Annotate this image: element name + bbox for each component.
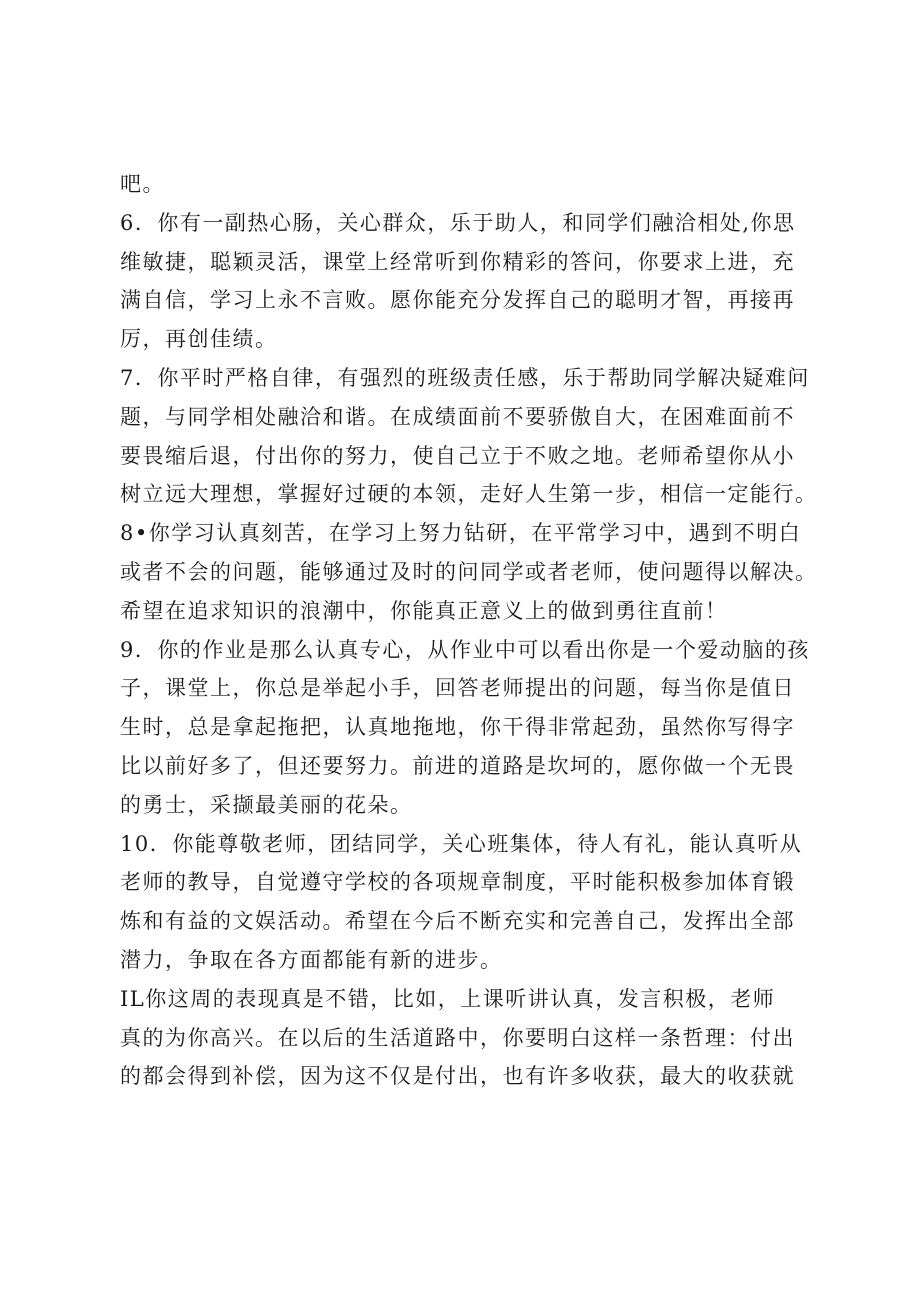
text-line: 的勇士，采撷最美丽的花朵。 bbox=[120, 792, 413, 817]
text-line: IL你这周的表现真是不错，比如，上课听讲认真，发言积极，老师 bbox=[120, 986, 776, 1011]
text-line: 吧。 bbox=[120, 172, 165, 196]
text-line: 比以前好多了，但还要努力。前进的道路是坎坷的，愿你做一个无畏 bbox=[120, 753, 795, 778]
text-line: 满自信，学习上永不言败。愿你能充分发挥自己的聪明才智，再接再 bbox=[120, 288, 795, 313]
text-line: 厉，再创佳绩。 bbox=[120, 327, 278, 352]
body-text bbox=[120, 165, 840, 1096]
text-line: 8•你学习认真刻苦，在学习上努力钻研，在平常学习中，遇到不明白 bbox=[120, 521, 802, 546]
text-line: 或者不会的问题，能够通过及时的问同学或者老师，使问题得以解决。 bbox=[120, 559, 818, 584]
text-line: 真的为你高兴。在以后的生活道路中，你要明白这样一条哲理：付出 bbox=[120, 1025, 795, 1050]
text-line: 要畏缩后退，付出你的努力，使自己立于不败之地。老师希望你从小 bbox=[120, 443, 795, 468]
text-line: 9．你的作业是那么认真专心，从作业中可以看出你是一个爱动脑的孩 bbox=[120, 637, 810, 662]
text-line: 希望在追求知识的浪潮中，你能真正意义上的做到勇往直前！ bbox=[120, 598, 728, 623]
text-line: 树立远大理想，掌握好过硬的本领，走好人生第一步，相信一定能行。 bbox=[120, 482, 818, 507]
text-line: 子，课堂上，你总是举起小手，回答老师提出的问题，每当你是值日 bbox=[120, 676, 795, 701]
text-line: 6．你有一副热心肠，关心群众，乐于助人，和同学们融洽相处,你思 bbox=[120, 210, 796, 235]
text-line: 老师的教导，自觉遵守学校的各项规章制度，平时能积极参加体育锻 bbox=[120, 870, 795, 895]
text-line: 维敏捷，聪颖灵活，课堂上经常听到你精彩的答问，你要求上进，充 bbox=[120, 249, 795, 274]
text-line: 10．你能尊敬老师，团结同学，关心班集体，待人有礼，能认真听从 bbox=[120, 831, 803, 856]
text-line: 题，与同学相处融洽和谐。在成绩面前不要骄傲自大，在困难面前不 bbox=[120, 404, 795, 429]
text-line: 潜力，争取在各方面都能有新的进步。 bbox=[120, 947, 503, 972]
text-line: 的都会得到补偿，因为这不仅是付出，也有许多收获，最大的收获就 bbox=[120, 1064, 795, 1089]
text-line: 7．你平时严格自律，有强烈的班级责任感，乐于帮助同学解决疑难问 bbox=[120, 365, 810, 390]
text-line: 炼和有益的文娱活动。希望在今后不断充实和完善自己，发挥出全部 bbox=[120, 909, 795, 934]
text-line: 生时，总是拿起拖把，认真地拖地，你干得非常起劲，虽然你写得字 bbox=[120, 715, 795, 740]
